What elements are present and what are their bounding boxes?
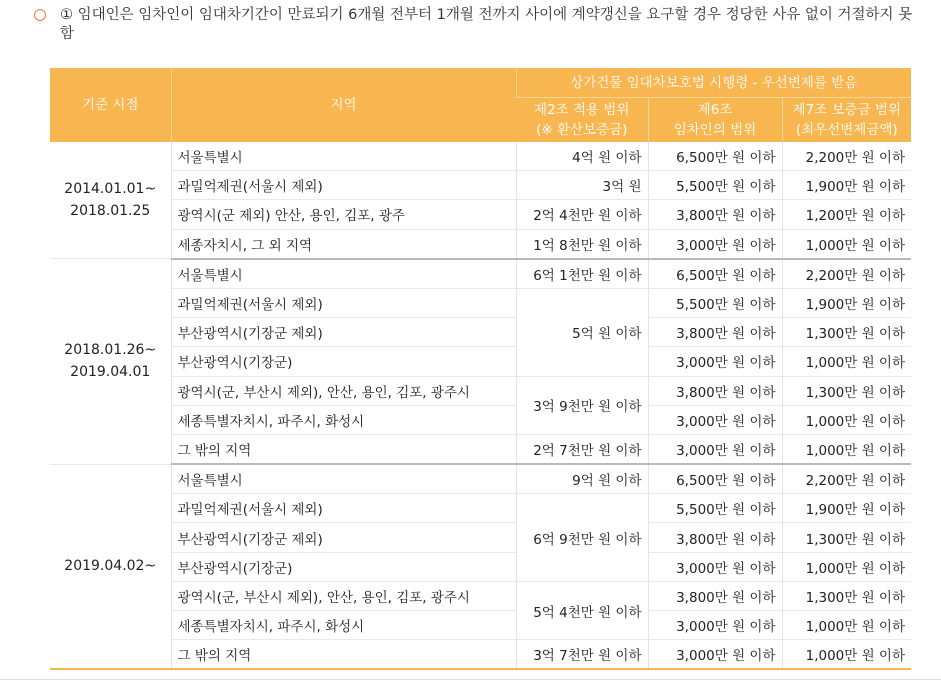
deposit-range-cell: 1,300만 원 이하: [782, 376, 911, 405]
region-cell: 과밀억제권(서울시 제외): [171, 288, 516, 317]
tenant-range-cell: 5,500만 원 이하: [648, 171, 782, 200]
region-cell: 과밀억제권(서울시 제외): [171, 171, 516, 200]
scope-amount-cell: 4억 원 이하: [516, 142, 648, 171]
table-row: [50, 523, 911, 552]
tenant-range-cell: 3,800만 원 이하: [648, 376, 782, 405]
region-cell: 그 밖의 지역: [171, 434, 516, 464]
lease-protection-table: [50, 68, 911, 670]
tenant-range-cell: 3,000만 원 이하: [648, 229, 782, 259]
table-row: [50, 288, 911, 317]
scope-amount-cell: 5억 원 이하: [516, 288, 648, 376]
table-row: [50, 405, 911, 434]
scope-amount-cell: 3억 9천만 원 이하: [516, 376, 648, 434]
scope-amount-cell: 3억 원: [516, 171, 648, 200]
table-body: [50, 142, 911, 669]
deposit-range-cell: 1,200만 원 이하: [782, 200, 911, 229]
header-date: 기준 시점: [50, 68, 171, 142]
tenant-range-cell: 3,000만 원 이하: [648, 552, 782, 581]
region-cell: 세종특별자치시, 파주시, 화성시: [171, 611, 516, 640]
table-row: [50, 611, 911, 640]
header-col1: 제2조 적용 범위 (※ 환산보증금): [516, 98, 648, 143]
region-cell: 그 밖의 지역: [171, 640, 516, 670]
tenant-range-cell: 3,000만 원 이하: [648, 405, 782, 434]
tenant-range-cell: 3,800만 원 이하: [648, 581, 782, 610]
region-cell: 부산광역시(기장군): [171, 552, 516, 581]
deposit-range-cell: 1,000만 원 이하: [782, 347, 911, 376]
tenant-range-cell: 3,800만 원 이하: [648, 200, 782, 229]
header-region: 지역: [171, 68, 516, 142]
tenant-range-cell: 3,000만 원 이하: [648, 640, 782, 670]
deposit-range-cell: 1,900만 원 이하: [782, 171, 911, 200]
region-cell: 서울특별시: [171, 464, 516, 494]
table-row: [50, 318, 911, 347]
tenant-range-cell: 3,000만 원 이하: [648, 347, 782, 376]
table-row: [50, 434, 911, 464]
deposit-range-cell: 1,000만 원 이하: [782, 434, 911, 464]
date-range-cell: 2018.01.26~ 2019.04.01: [50, 259, 171, 464]
tenant-range-cell: 5,500만 원 이하: [648, 494, 782, 523]
tenant-range-cell: 6,500만 원 이하: [648, 464, 782, 494]
scope-amount-cell: 2억 4천만 원 이하: [516, 200, 648, 229]
table-row: [50, 347, 911, 376]
table-row: [50, 376, 911, 405]
tenant-range-cell: 6,500만 원 이하: [648, 142, 782, 171]
intro-paragraph: [34, 6, 924, 44]
header-col3: 제7조 보증금 범위 (최우선변제금액): [782, 98, 911, 143]
table-row: [50, 494, 911, 523]
deposit-range-cell: 1,900만 원 이하: [782, 494, 911, 523]
deposit-range-cell: 1,000만 원 이하: [782, 229, 911, 259]
region-cell: 서울특별시: [171, 259, 516, 289]
scope-amount-cell: 5억 4천만 원 이하: [516, 581, 648, 639]
tenant-range-cell: 3,000만 원 이하: [648, 434, 782, 464]
date-range-cell: 2019.04.02~: [50, 464, 171, 669]
date-range-cell: 2014.01.01~ 2018.01.25: [50, 142, 171, 259]
scope-amount-cell: 6억 9천만 원 이하: [516, 494, 648, 582]
deposit-range-cell: 2,200만 원 이하: [782, 464, 911, 494]
deposit-range-cell: 1,300만 원 이하: [782, 318, 911, 347]
scope-amount-cell: 2억 7천만 원 이하: [516, 434, 648, 464]
region-cell: 광역시(군 제외) 안산, 용인, 김포, 광주: [171, 200, 516, 229]
table-row: [50, 200, 911, 229]
tenant-range-cell: 3,000만 원 이하: [648, 611, 782, 640]
bottom-divider: [0, 679, 941, 680]
scope-amount-cell: 9억 원 이하: [516, 464, 648, 494]
deposit-range-cell: 1,000만 원 이하: [782, 552, 911, 581]
region-cell: 세종자치시, 그 외 지역: [171, 229, 516, 259]
region-cell: 과밀억제권(서울시 제외): [171, 494, 516, 523]
table-row: [50, 581, 911, 610]
region-cell: 부산광역시(기장군 제외): [171, 318, 516, 347]
region-cell: 서울특별시: [171, 142, 516, 171]
region-cell: 부산광역시(기장군 제외): [171, 523, 516, 552]
table-row: [50, 259, 911, 289]
table-row: [50, 142, 911, 171]
deposit-range-cell: 1,300만 원 이하: [782, 523, 911, 552]
deposit-range-cell: 2,200만 원 이하: [782, 259, 911, 289]
table-row: [50, 229, 911, 259]
header-group: 상가건물 임대차보호법 시행령 - 우선변제를 받음: [516, 68, 911, 98]
table-row: [50, 171, 911, 200]
table-row: [50, 640, 911, 670]
intro-text: ① 임대인은 임차인이 임대차기간이 만료되기 6개월 전부터 1개월 전까지 사이에 계약갱신을 요구할 경우 정당한 사유 없이 거절하지 못함: [60, 7, 913, 42]
region-cell: 광역시(군, 부산시 제외), 안산, 용인, 김포, 광주시: [171, 376, 516, 405]
tenant-range-cell: 3,800만 원 이하: [648, 523, 782, 552]
region-cell: 광역시(군, 부산시 제외), 안산, 용인, 김포, 광주시: [171, 581, 516, 610]
scope-amount-cell: 3억 7천만 원 이하: [516, 640, 648, 670]
tenant-range-cell: 3,800만 원 이하: [648, 318, 782, 347]
table-row: [50, 464, 911, 494]
table-row: [50, 552, 911, 581]
scope-amount-cell: 6억 1천만 원 이하: [516, 259, 648, 289]
deposit-range-cell: 1,000만 원 이하: [782, 640, 911, 670]
deposit-range-cell: 1,900만 원 이하: [782, 288, 911, 317]
header-col2: 제6조 임차인의 범위: [648, 98, 782, 143]
tenant-range-cell: 5,500만 원 이하: [648, 288, 782, 317]
deposit-range-cell: 1,300만 원 이하: [782, 581, 911, 610]
scope-amount-cell: 1억 8천만 원 이하: [516, 229, 648, 259]
region-cell: 세종특별자치시, 파주시, 화성시: [171, 405, 516, 434]
deposit-range-cell: 1,000만 원 이하: [782, 405, 911, 434]
tenant-range-cell: 6,500만 원 이하: [648, 259, 782, 289]
circle-bullet-icon: [34, 9, 46, 21]
region-cell: 부산광역시(기장군): [171, 347, 516, 376]
deposit-range-cell: 2,200만 원 이하: [782, 142, 911, 171]
deposit-range-cell: 1,000만 원 이하: [782, 611, 911, 640]
